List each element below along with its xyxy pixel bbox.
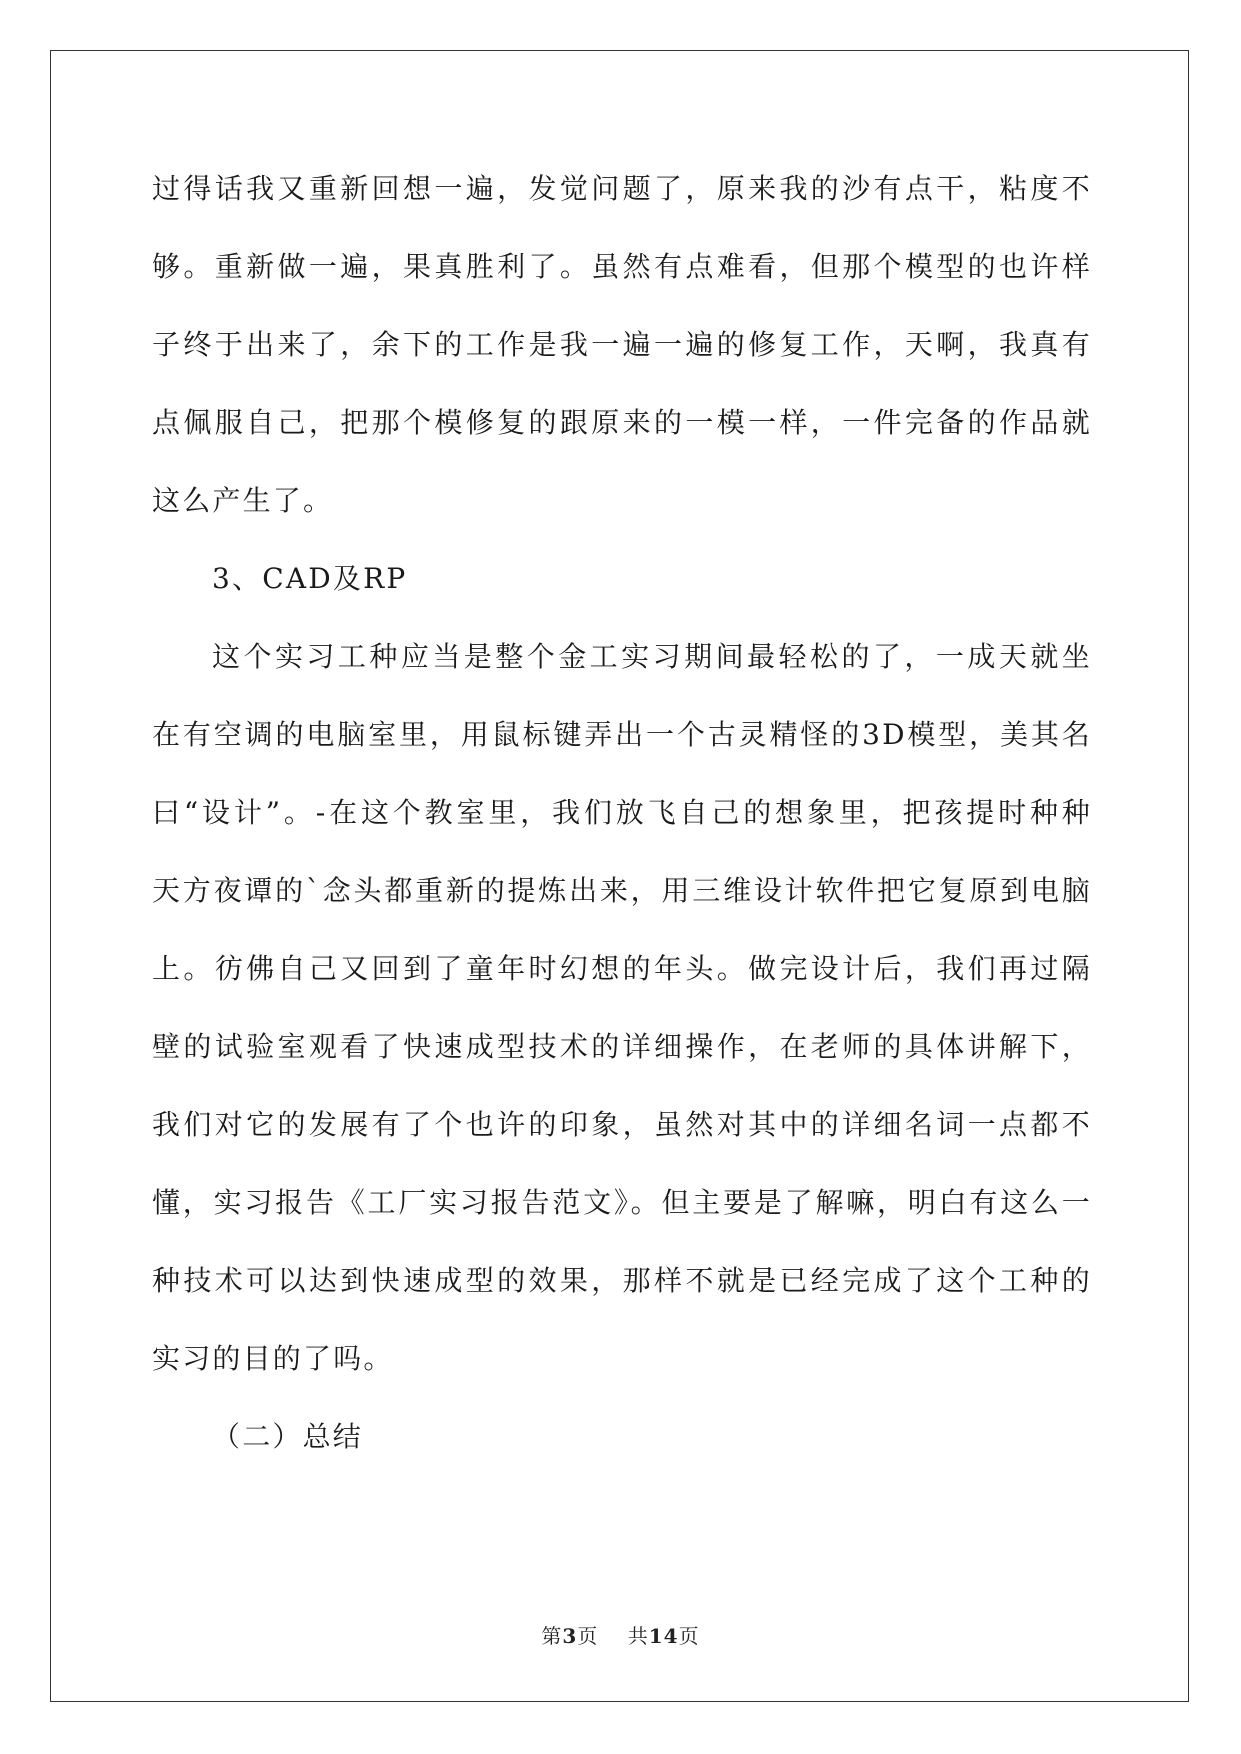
paragraph-line: 过得话我又重新回想一遍，发觉问题了，原来我的沙有点干，粘度不 xyxy=(152,172,1092,205)
paragraph-line: 曰“设计”。-在这个教室里，我们放飞自己的想象里，把孩提时种种 xyxy=(152,796,1092,829)
paragraph-line: 实习的目的了吗。 xyxy=(152,1342,394,1375)
paragraph-line: 在有空调的电脑室里，用鼠标键弄出一个古灵精怪的3D模型，美其名 xyxy=(152,718,1092,751)
paragraph-line: 种技术可以达到快速成型的效果，那样不就是已经完成了这个工种的 xyxy=(152,1264,1092,1297)
paragraph-line: 上。彷佛自己又回到了童年时幻想的年头。做完设计后，我们再过隔 xyxy=(152,952,1092,985)
paragraph-line: 子终于出来了，余下的工作是我一遍一遍的修复工作，天啊，我真有 xyxy=(152,328,1092,361)
paragraph-line: 点佩服自己，把那个模修复的跟原来的一模一样，一件完备的作品就 xyxy=(152,406,1092,439)
page-footer xyxy=(0,1620,1241,1649)
page-suffix: 页 xyxy=(577,1624,599,1648)
body-text xyxy=(152,150,1092,1476)
total-prefix: 共 xyxy=(627,1624,649,1648)
total-suffix: 页 xyxy=(678,1624,700,1648)
page-prefix: 第 xyxy=(541,1624,563,1648)
paragraph-line: 这么产生了。 xyxy=(152,484,334,517)
paragraph-line: 我们对它的发展有了个也许的印象，虽然对其中的详细名词一点都不 xyxy=(152,1108,1092,1141)
paragraph-line: 懂，实习报告《工厂实习报告范文》。但主要是了解嘛，明白有这么一 xyxy=(152,1186,1092,1219)
total-pages: 14 xyxy=(648,1624,679,1648)
section-heading-cad-rp: 3、CAD及RP xyxy=(212,562,408,595)
paragraph-line: 够。重新做一遍，果真胜利了。虽然有点难看，但那个模型的也许样 xyxy=(152,250,1092,283)
paragraph-line: 这个实习工种应当是整个金工实习期间最轻松的了，一成天就坐 xyxy=(212,640,1092,673)
page-number: 3 xyxy=(562,1624,578,1648)
paragraph-line: 壁的试验室观看了快速成型技术的详细操作，在老师的具体讲解下， xyxy=(152,1030,1092,1063)
section-heading-summary: （二）总结 xyxy=(212,1420,364,1453)
paragraph-line: 天方夜谭的`念头都重新的提炼出来，用三维设计软件把它复原到电脑 xyxy=(152,874,1092,907)
